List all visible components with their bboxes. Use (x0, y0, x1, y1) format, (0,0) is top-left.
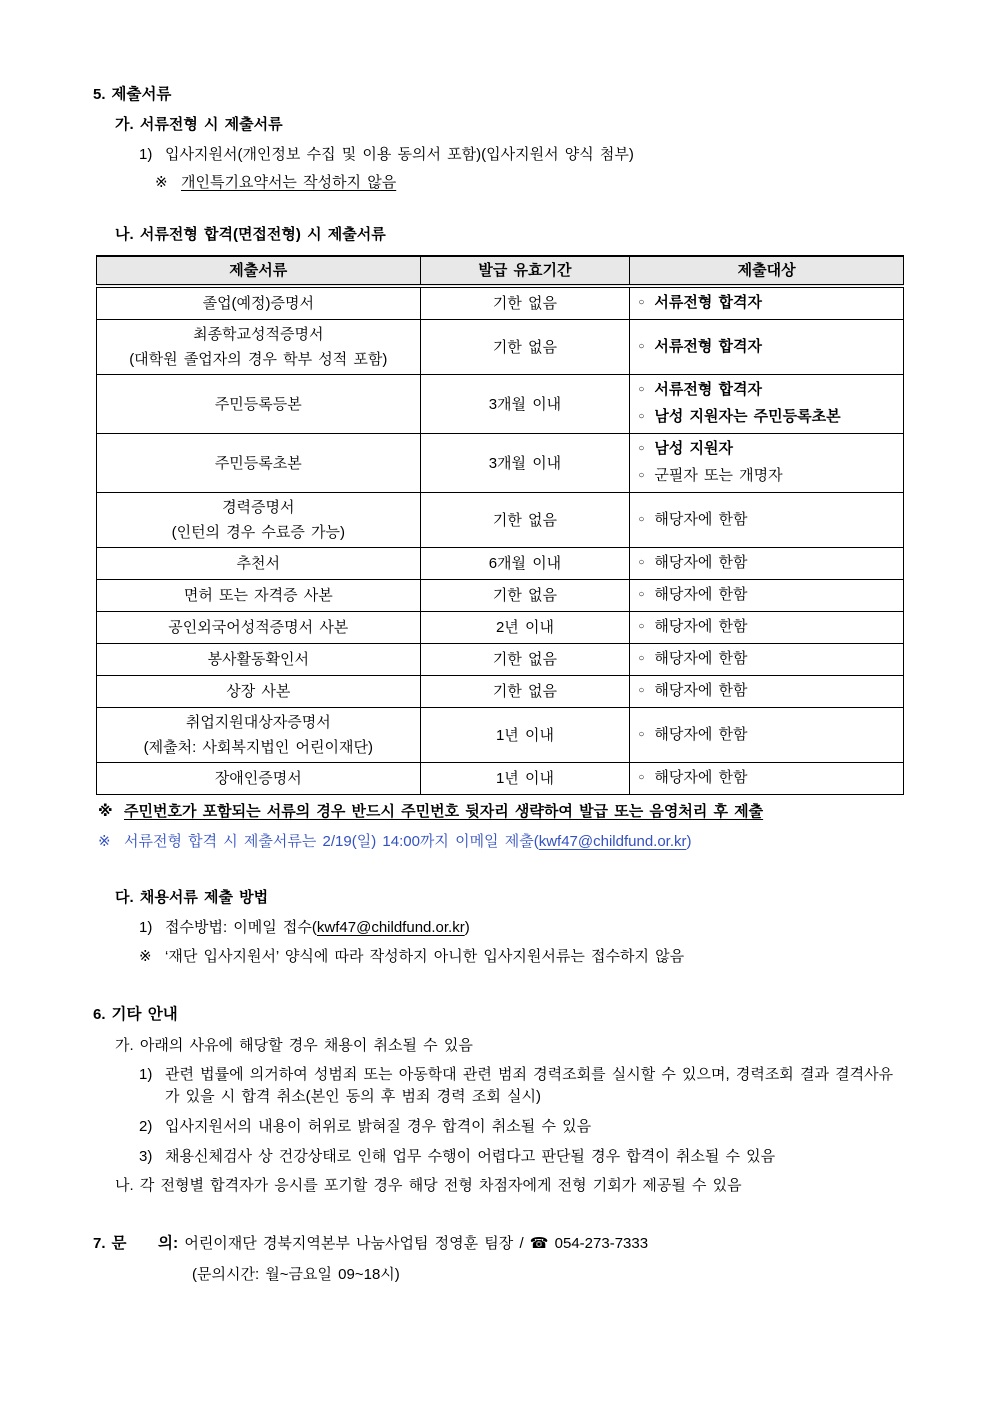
table-row: 최종학교성적증명서 (대학원 졸업자의 경우 학부 성적 포함) 기한 없음 ○ 서류전형 합격자 (97, 320, 904, 375)
contact-label: 문 의: (111, 1235, 179, 1253)
list-marker: 1) (139, 918, 153, 936)
section5-ga-heading: 가. 서류전형 시 제출서류 (115, 116, 283, 134)
reference-mark: ※ (155, 173, 168, 191)
circle-bullet-icon: ○ (638, 621, 645, 633)
contact-hours: (문의시간: 월~금요일 09~18시) (192, 1265, 400, 1283)
section6-heading (93, 1004, 904, 1026)
section5-heading (93, 84, 904, 106)
circle-bullet-icon: ○ (638, 384, 645, 396)
section5-da-note: ※ ‘재단 입사지원서’ 양식에 따라 작성하지 아니한 입사지원서류는 접수하지 않음 (139, 946, 904, 968)
circle-bullet-icon: ○ (638, 653, 645, 665)
table-row: 공인외국어성적증명서 사본 2년 이내 ○ 해당자에 한함 (97, 612, 904, 644)
header-target: 제출대상 (630, 256, 904, 286)
table-row: 졸업(예정)증명서 기한 없음 ○ 서류전형 합격자 (97, 286, 904, 320)
table-row: 추천서 6개월 이내 ○ 해당자에 한함 (97, 548, 904, 580)
reference-mark: ※ (98, 833, 111, 851)
table-row: 장애인증명서 1년 이내 ○ 해당자에 한함 (97, 763, 904, 795)
table-row: 상장 사본 기한 없음 ○ 해당자에 한함 (97, 676, 904, 708)
list-marker: 1) (139, 146, 153, 164)
reference-mark: ※ (98, 803, 113, 821)
email-link[interactable]: kwf47@childfund.or.kr (316, 918, 465, 936)
table-note-deadline: ※ 서류전형 합격 시 제출서류는 2/19(일) 14:00까지 이메일 제출(kwf47@childfund.or.kr) (98, 831, 904, 853)
section5-title: 제출서류 (111, 86, 172, 103)
table-row: 주민등록등본 3개월 이내 ○ 서류전형 합격자 ○ 남성 지원자는 주민등록초본 (97, 375, 904, 434)
circle-bullet-icon: ○ (638, 513, 645, 525)
list-marker: 1) (139, 1066, 153, 1084)
table-row: 주민등록초본 3개월 이내 ○ 남성 지원자 ○ 군필자 또는 개명자 (97, 434, 904, 493)
section6-item2: 2) 입사지원서의 내용이 허위로 밝혀질 경우 합격이 취소될 수 있음 (139, 1116, 904, 1138)
circle-bullet-icon: ○ (638, 297, 645, 309)
table-note-privacy: ※ 주민번호가 포함되는 서류의 경우 반드시 주민번호 뒷자리 생략하여 발급 또는 음영처리 후 제출 (98, 801, 904, 823)
section6-item3: 3) 채용신체검사 상 건강상태로 인해 업무 수행이 어렵다고 판단될 경우 합격이 취소될 수 있음 (139, 1146, 904, 1168)
table-row: 취업지원대상자증명서 (제출처: 사회복지법인 어린이재단) 1년 이내 ○ 해당자에 한함 (97, 708, 904, 763)
section6-na: 나. 각 전형별 합격자가 응시를 포기할 경우 해당 전형 차점자에게 전형 기회가 제공될 수 있음 (115, 1177, 742, 1195)
section7-contact (93, 1233, 904, 1255)
section5-da-heading: 다. 채용서류 제출 방법 (115, 888, 269, 906)
reference-mark: ※ (139, 948, 152, 966)
circle-bullet-icon: ○ (638, 557, 645, 569)
section6-ga: 가. 아래의 사유에 해당할 경우 채용이 취소될 수 있음 (115, 1036, 473, 1054)
circle-bullet-icon: ○ (638, 685, 645, 697)
section5-item1 (139, 144, 904, 166)
item-text: 입사지원서(개인정보 수집 및 이용 동의서 포함)(입사지원서 양식 첨부) (165, 146, 634, 164)
circle-bullet-icon: ○ (638, 728, 645, 740)
circle-bullet-icon: ○ (638, 589, 645, 601)
header-valid-period: 발급 유효기간 (420, 256, 630, 286)
list-marker: 2) (139, 1117, 153, 1135)
email-link[interactable]: kwf47@childfund.or.kr (538, 833, 687, 851)
section5-na-heading: 나. 서류전형 합격(면접전형) 시 제출서류 (115, 225, 386, 243)
section5-note1 (155, 172, 904, 194)
list-marker: 3) (139, 1147, 153, 1165)
header-doc-name: 제출서류 (97, 256, 421, 286)
table-row: 경력증명서 (인턴의 경우 수료증 가능) 기한 없음 ○ 해당자에 한함 (97, 493, 904, 548)
circle-bullet-icon: ○ (638, 443, 645, 455)
table-row: 봉사활동확인서 기한 없음 ○ 해당자에 한함 (97, 644, 904, 676)
table-row: 면허 또는 자격증 사본 기한 없음 ○ 해당자에 한함 (97, 580, 904, 612)
circle-bullet-icon: ○ (638, 772, 645, 784)
note-text: 개인특기요약서는 작성하지 않음 (181, 173, 397, 191)
section7-number: 7. (93, 1235, 106, 1253)
table-header-row (97, 256, 904, 286)
circle-bullet-icon: ○ (638, 470, 645, 482)
circle-bullet-icon: ○ (638, 340, 645, 352)
section5-da-item1: 1) 접수방법: 이메일 접수(kwf47@childfund.or.kr) (139, 917, 904, 939)
section6-title: 기타 안내 (111, 1006, 178, 1024)
contact-text: 어린이재단 경북지역본부 나눔사업팀 정영훈 팀장 / ☎ 054-273-7333 (184, 1235, 649, 1253)
submission-documents-table (96, 255, 904, 795)
circle-bullet-icon: ○ (638, 411, 645, 423)
section6-number: 6. (93, 1006, 106, 1024)
section5-number: 5. (93, 86, 106, 103)
section6-item1: 1) 관련 법률에 의거하여 성범죄 또는 아동학대 관련 범죄 경력조회를 실시할 수 있으며, 경력조회 결과 결격사유가 있을 시 합격 취소(본인 동의 후 범죄 경력 조회 실시) (139, 1064, 904, 1108)
